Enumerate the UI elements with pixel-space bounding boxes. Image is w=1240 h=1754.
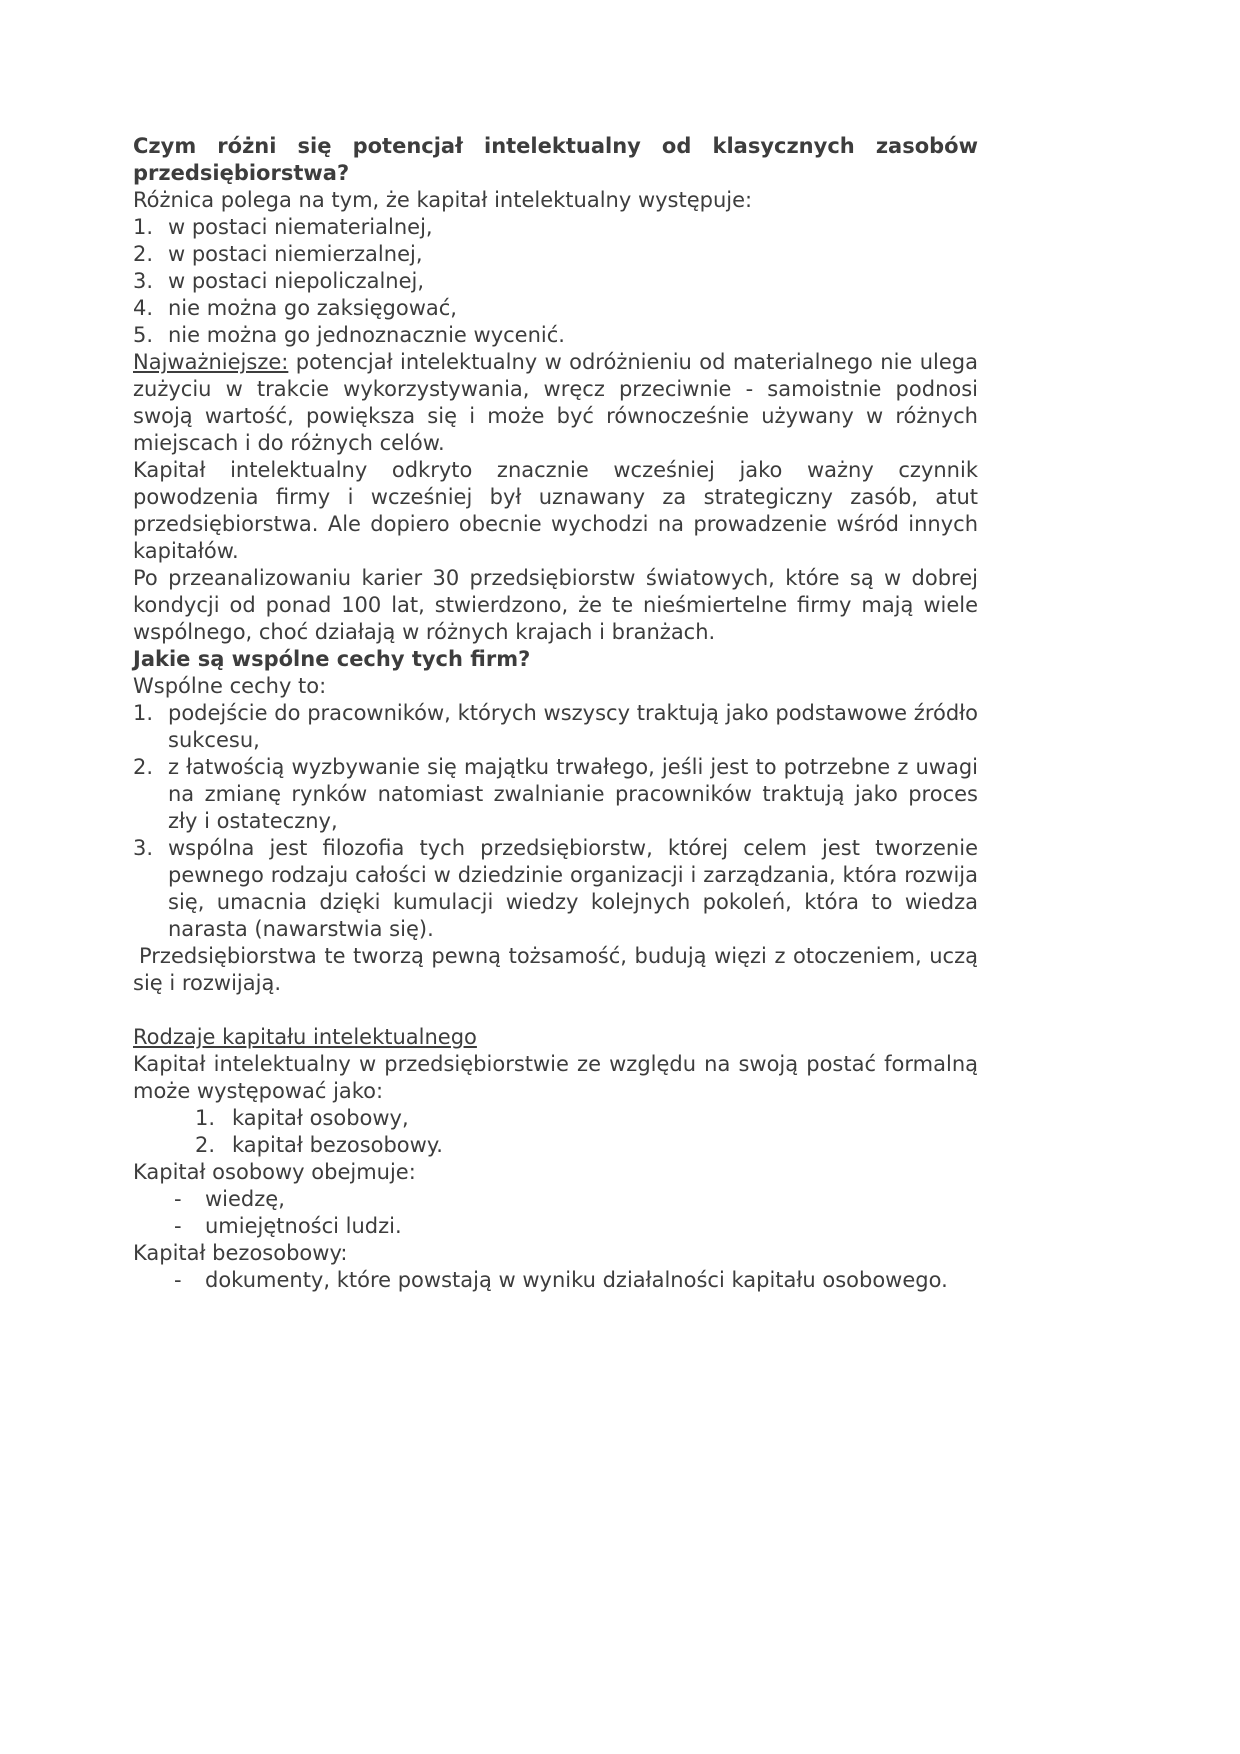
list-marker: 3. — [133, 836, 154, 860]
list-item — [133, 214, 978, 241]
list-item-text: nie można go zaksięgować, — [168, 296, 457, 320]
most-important-label: Najważniejsze: — [133, 350, 289, 374]
list-item-text: kapitał bezosobowy. — [232, 1133, 443, 1157]
list-item-text: w postaci niemierzalnej, — [168, 242, 423, 266]
list-item-text: kapitał osobowy, — [232, 1106, 409, 1130]
paragraph-analysis-30-companies: Po przeanalizowaniu karier 30 przedsiębiorstw światowych, które są w dobrej kondycji od ponad 100 lat, stwierdzono, że te nieśmiertelne firmy mają wiele wspólnego, choć działają w różnych krajach i branżach. — [133, 566, 978, 644]
list-marker: 2. — [133, 242, 154, 266]
list-personal-capital — [133, 1186, 978, 1240]
list-marker: 1. — [133, 701, 154, 725]
list-item — [133, 754, 978, 835]
list-item — [133, 1213, 978, 1240]
paragraph-differences-intro: Różnica polega na tym, że kapitał intelektualny występuje: — [133, 188, 753, 212]
paragraph-capital-types-intro: Kapitał intelektualny w przedsiębiorstwie ze względu na swoją postać formalną może występować jako: — [133, 1052, 978, 1103]
list-marker: - — [174, 1268, 182, 1292]
list-item — [133, 1132, 978, 1159]
list-marker: 2. — [195, 1133, 216, 1157]
heading-question-common-features: Jakie są wspólne cechy tych firm? — [133, 647, 531, 671]
list-item-text: nie można go jednoznacznie wycenić. — [168, 323, 565, 347]
list-marker: 1. — [195, 1106, 216, 1130]
list-marker: 5. — [133, 323, 154, 347]
list-item — [133, 268, 978, 295]
list-marker: 2. — [133, 755, 154, 779]
heading-question-differences: Czym różni się potencjał intelektualny od klasycznych zasobów przedsiębiorstwa? — [133, 134, 978, 185]
list-item — [133, 322, 978, 349]
list-differences — [133, 214, 978, 349]
list-item — [133, 295, 978, 322]
list-common-features — [133, 700, 978, 943]
list-item-text: wspólna jest filozofia tych przedsiębiorstw, której celem jest tworzenie pewnego rodzaju całości w dziedzinie organizacji i zarządzania, która rozwija się, umacnia dzięki kumulacji wiedzy kolejnych pokoleń, która to wiedza narasta (nawarstwia się). — [168, 836, 978, 941]
list-item-text: w postaci niepoliczalnej, — [168, 269, 425, 293]
list-item-text: wiedzę, — [205, 1187, 285, 1211]
list-marker: 1. — [133, 215, 154, 239]
paragraph-impersonal-capital-heading: Kapitał bezosobowy: — [133, 1241, 348, 1265]
paragraph-capital-discovered: Kapitał intelektualny odkryto znacznie wcześniej jako ważny czynnik powodzenia firmy i wcześniej był uznawany za strategiczny zasób, atut przedsiębiorstwa. Ale dopiero obecnie wychodzi na prowadzenie wśród innych kapitałów. — [133, 458, 978, 563]
paragraph-common-features-intro: Wspólne cechy to: — [133, 674, 327, 698]
heading-capital-types: Rodzaje kapitału intelektualnego — [133, 1025, 477, 1049]
list-item-text: podejście do pracowników, których wszyscy traktują jako podstawowe źródło sukcesu, — [168, 701, 978, 752]
list-marker: 3. — [133, 269, 154, 293]
list-marker: - — [174, 1187, 182, 1211]
paragraph-most-important — [133, 349, 978, 457]
list-item-text: w postaci niematerialnej, — [168, 215, 433, 239]
list-item — [133, 835, 978, 943]
list-item-text: dokumenty, które powstają w wyniku działalności kapitału osobowego. — [205, 1268, 948, 1292]
list-item-text: z łatwością wyzbywanie się majątku trwałego, jeśli jest to potrzebne z uwagi na zmianę rynków natomiast zwalnianie pracowników traktują jako proces zły i ostateczny, — [168, 755, 978, 833]
list-item — [133, 241, 978, 268]
list-impersonal-capital — [133, 1267, 978, 1294]
list-item — [133, 700, 978, 754]
list-capital-types — [133, 1105, 978, 1159]
list-marker: - — [174, 1214, 182, 1238]
list-item-text: umiejętności ludzi. — [205, 1214, 402, 1238]
most-important-text: potencjał intelektualny w odróżnieniu od materialnego nie ulega zużyciu w trakcie wykorzystywania, wręcz przeciwnie - samoistnie podnosi swoją wartość, powiększa się i może być równocześnie używany w różnych miejscach i do różnych celów. — [133, 350, 978, 455]
paragraph-personal-capital-heading: Kapitał osobowy obejmuje: — [133, 1160, 416, 1184]
list-item — [133, 1105, 978, 1132]
list-item — [133, 1267, 978, 1294]
list-item — [133, 1186, 978, 1213]
list-marker: 4. — [133, 296, 154, 320]
paragraph-identity: Przedsiębiorstwa te tworzą pewną tożsamość, budują więzi z otoczeniem, uczą się i rozwijają. — [133, 944, 978, 995]
